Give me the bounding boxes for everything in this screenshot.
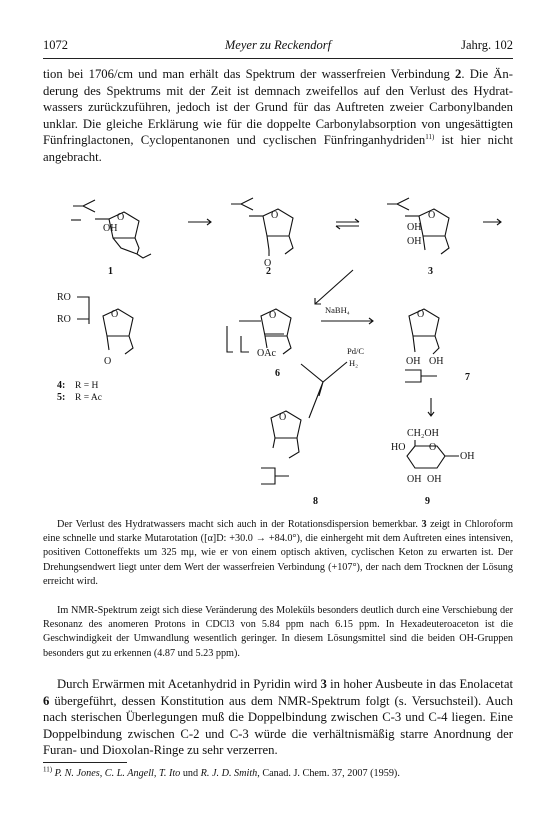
compound-label-6: 6 (275, 368, 280, 379)
compound-4-5-structure (57, 292, 133, 367)
acetoxy-group: OAc (257, 348, 276, 359)
reagent-h2: H₂ (349, 358, 359, 368)
compound-ref: 3 (421, 519, 427, 530)
journal-year: Jahrg. 102 (461, 38, 513, 52)
compound-ref: 3 (320, 677, 327, 691)
paragraph-top (43, 66, 513, 165)
text-run: übergeführt, dessen Konstitution aus dem NMR-Spektrum folgt (s. Versuchsteil). Auch nach sterischen Überlegungen muß die Doppelbindung zwischen C-3 und C-4 liegen. Eine Doppelbindung zwischen C-2 und C-3 würde die verhältnismäßig starre Anordnung der Furan- und Dioxolan-Ringe zu sehr verzerren. (43, 693, 513, 757)
compound-ref: 2 (455, 67, 462, 81)
compound-label-5: 5: (57, 392, 66, 403)
ring-oxygen: O (279, 412, 287, 423)
footnote (43, 765, 513, 779)
compound-3-structure (387, 198, 449, 277)
text-run: zeigt in Chloroform eine schnelle und starke Mutarotation ([α]D: +30.0 → +84.0°), die einhergeht mit dem Auftreten eines intensiven, positiven Cottoneffekts um 325 mμ, wie er von einem optisch aktiven, cyclischen Keton zu erwarten ist. Der Drehungsendwert liegt unter dem Wert der wasserfreien Verbindung (+107°), der nach dem Trocknen der Lösung erreicht wird. (43, 519, 513, 587)
compound-7-structure (405, 309, 470, 383)
footnote-rule (43, 762, 127, 763)
footnote-citation: , Canad. J. Chem. 37, 2007 (1959). (257, 768, 400, 779)
hydroxy-group: OH (460, 451, 475, 462)
reaction-arrow (315, 270, 353, 304)
hydroxy-group: HO (391, 442, 406, 453)
equilibrium-arrows (336, 219, 359, 229)
hydroxy-group: OH (406, 356, 421, 367)
compound-label-2: 2 (266, 266, 271, 277)
carbonyl-oxygen: O (104, 356, 112, 367)
compound-9-structure (391, 428, 474, 506)
ring-oxygen: O (271, 210, 279, 221)
text-run: tion bei 1706/cm und man erhält das Spektrum der wasserfreien Verbindung (43, 67, 456, 81)
ring-oxygen: O (117, 212, 125, 223)
compound-2-structure (231, 198, 293, 277)
text-run: und (180, 768, 201, 779)
hydroxy-group: OH (429, 356, 444, 367)
footnote-number: 11) (43, 765, 53, 774)
reagent-nabh4: NaBH₄ (325, 305, 350, 315)
ch2oh-group: CH₂OH (407, 428, 439, 439)
ring-oxygen: O (269, 310, 277, 321)
text-run: Durch Erwärmen mit Acetanhydrid in Pyridin wird (57, 677, 321, 691)
hydroxy-group: OH (407, 236, 422, 247)
text-run: ist hier nicht angebracht. (43, 133, 513, 164)
hydroxy-group: OH (103, 223, 118, 234)
paragraph-rotation-dispersion (43, 518, 513, 589)
compound-8-structure (261, 411, 318, 506)
compound-label-1: 1 (108, 266, 113, 277)
hydroxy-group: OH (407, 474, 422, 485)
reaction-arrow (309, 382, 323, 418)
compound-label-4: 4: (57, 380, 66, 391)
running-header (43, 38, 513, 56)
reaction-arrow (301, 362, 347, 382)
compound-1-structure (71, 200, 151, 277)
text-run: Der Verlust des Hydratwassers macht sich auch in der Rotationsdispersion bemerkbar. (57, 519, 422, 530)
ring-oxygen: O (428, 210, 436, 221)
reagent-pdc: Pd/C (347, 346, 365, 356)
hydroxy-group: OH (427, 474, 442, 485)
text-run: derung des Spektrums mit der Zeit ist demnach zweifellos auf den Verlust des Hydratwassers zurückzuführen, jedoch ist der Grund für das Auftreten zweier Carbonylbanden unklar. Die gleiche Erklärung wie für die doppelte Carbonylabsorption von ungesättigten Fünfringlactonen, Cyclopentanonen und cyclischen Fünfringanhydriden (43, 83, 513, 147)
footnote-authors: R. J. D. Smith (200, 768, 258, 779)
page-number: 1072 (43, 38, 68, 52)
ring-oxygen: O (111, 309, 119, 320)
compound-6-structure (227, 309, 291, 379)
label-r-ac: R = Ac (75, 393, 102, 403)
ring-oxygen: O (417, 309, 425, 320)
header-rule (43, 58, 513, 59)
ring-oxygen: O (429, 442, 437, 453)
text-run: . Die Än- (461, 67, 513, 81)
compound-ref: 6 (43, 693, 50, 708)
paragraph-bottom (43, 676, 513, 759)
reaction-scheme (43, 186, 513, 506)
compound-label-3: 3 (428, 266, 433, 277)
footnote-authors: P. N. Jones, C. L. Angell, T. Ito (54, 768, 181, 779)
ro-group: RO (57, 292, 71, 303)
compound-label-7: 7 (465, 372, 470, 383)
footnote-ref: 11) (425, 132, 435, 141)
text-run: in hoher Ausbeute in das Enolacetat (326, 677, 513, 691)
compound-label-8: 8 (313, 496, 318, 506)
hydroxy-group: OH (407, 222, 422, 233)
carbonyl-oxygen: O (264, 258, 272, 269)
label-r-h: R = H (75, 381, 99, 391)
running-title: Meyer zu Reckendorf (224, 38, 332, 52)
compound-label-9: 9 (425, 496, 430, 506)
ro-group: RO (57, 314, 71, 325)
paragraph-nmr: Im NMR-Spektrum zeigt sich diese Veränderung des Moleküls besonders deutlich durch eine Verschiebung der Resonanz des anomeren Protons in CDCl3 von 5.84 ppm nach 6.15 ppm. In Hexadeuteroaceton ist die Geschwindigkeit der Umwandlung wesentlich geringer. In diesem Lösungsmittel sind die beiden OH-Gruppen besonders gut zu erkennen (4.87 und 5.23 ppm). (43, 605, 513, 659)
